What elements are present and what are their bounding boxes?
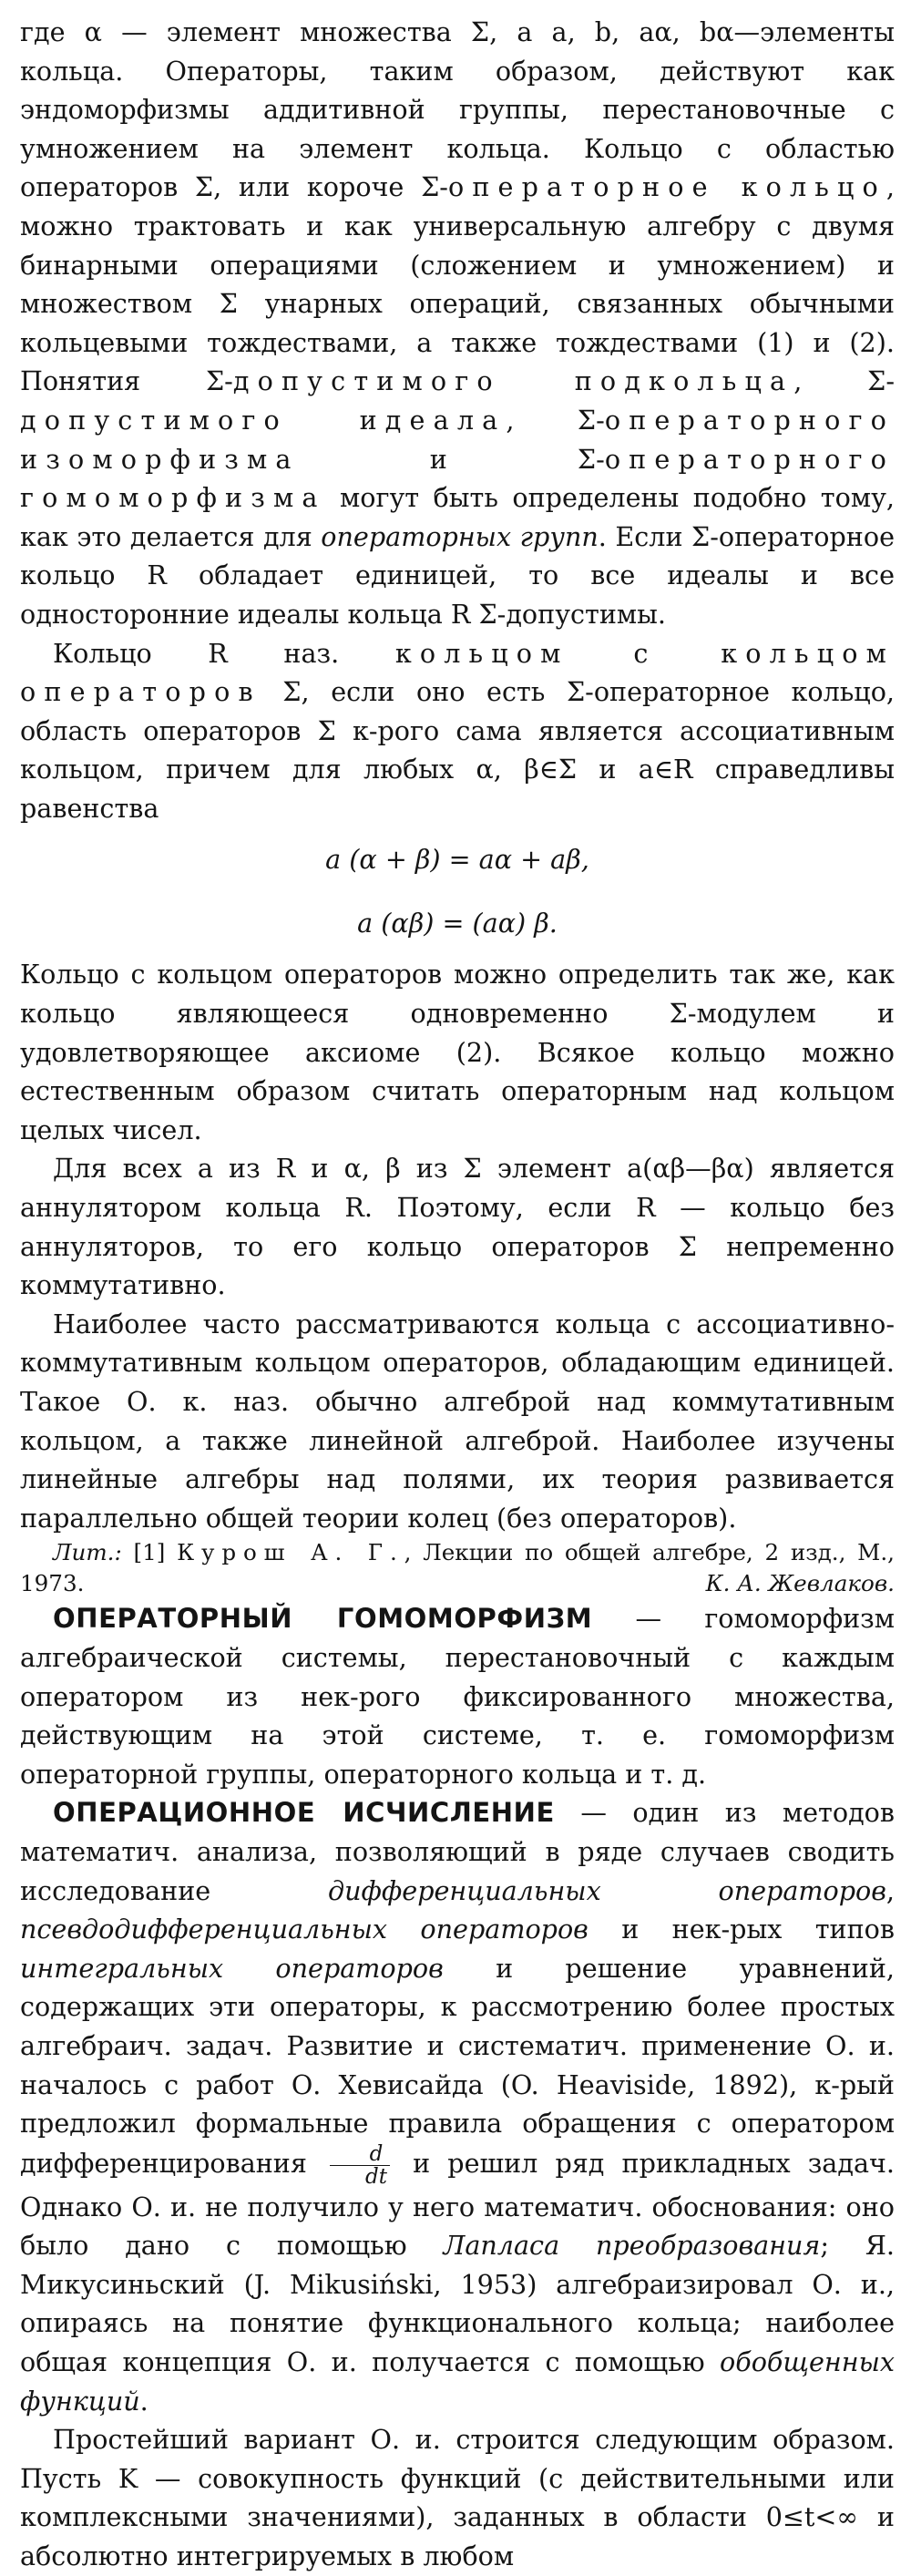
entry-operator-homomorphism: ОПЕРАТОРНЫЙ ГОМОМОРФИЗМ — гомоморфизм алгебраической системы, перестановочный с каждым оператором из нек-рого фиксированного множества, действующим на этой системе, т. е. гомоморфизм операторной группы, операторного кольца и т. д. [20,1603,896,1790]
cross-reference-link[interactable]: дифференциальных операторов [327,1874,886,1906]
paragraph-ring-with-operator-ring: Кольцо R наз. кольцом с кольцом операторов Σ, если оно есть Σ-операторное кольцо, область операторов Σ к-рого сама является ассоциативным кольцом, причем для любых α, β∈Σ и a∈R справедливы равенства [20,637,895,824]
cross-reference-link[interactable]: псевдодифференциальных операторов [20,1914,589,1945]
fraction-denominator: dt [365,2164,387,2189]
paragraph-linear-algebra: Наиболее часто рассматриваются кольца с ассоциативно-коммутативным кольцом операторов, обладающим единицей. Такое О. к. наз. обычно алгеброй над коммутативным кольцом, а также линейной алгеброй. Наиболее изучены линейные алгебры над полями, их теория развивается параллельно общей теории колец (без операторов). [20,1308,895,1534]
spaced-term: допустимого подкольца [232,365,794,397]
spaced-term: операторного гомоморфизма [20,443,895,514]
paragraph-module-definition: Кольцо с кольцом операторов можно определить так же, как кольцо являющееся одновременно Σ-модулем и удовлетворяющее аксиоме (2). Всякое кольцо можно естественным образом считать операторным над кольцом целых чисел. [20,959,895,1145]
cross-reference-link[interactable]: обобщенных функций [20,2346,895,2417]
lit-label: Лит.: [53,1539,122,1566]
spaced-term: кольцом с кольцом операторов [20,637,895,708]
equation-2: a (αβ) = (aα) β. [357,908,558,939]
article-author-signature: К. А. Жевлаков. [705,1570,895,1597]
fraction-numerator: d [330,2143,390,2166]
cross-reference-link[interactable]: Лапласа преобразования [443,2230,821,2262]
paragraph-simplest-variant: Простейший вариант О. и. строится следующим образом. Пусть K — совокупность функций (с действительными или комплексными значениями), заданных в области 0≤t<∞ и абсолютно интегрируемых в любом [20,2424,895,2572]
lit-author: Курош А. Г. [177,1539,404,1566]
spaced-term: операторного изоморфизма [20,404,896,475]
entry-headword: ОПЕРАЦИОННОЕ ИСЧИСЛЕНИЕ [53,1797,555,1829]
equation-1: a (α + β) = aα + aβ, [325,844,589,876]
spaced-term: операторное кольцо [447,171,886,203]
paragraph-operator-ring-definition: где α — элемент множества Σ, а a, b, aα, bα—элементы кольца. Операторы, таким образом, действуют как эндоморфизмы аддитивной группы, перестановочные с умножением на элемент кольца. Кольцо с областью операторов Σ, или короче Σ-операторное кольцо, можно трактовать и как универсальную алгебру с двумя бинарными операциями (сложением и умножением) и множеством Σ унарных операций, связанных обычными кольцевыми тождествами, а также тождествами (1) и (2). Понятия Σ-допустимого подкольца, Σ-допустимого идеала, Σ-операторного изоморфизма и Σ-операторного гомоморфизма могут быть определены подобно тому, как это делается для операторных групп. Если Σ-операторное кольцо R обладает единицей, то все идеалы и все односторонние идеалы кольца R Σ-допустимы. [20,16,896,630]
entry-operational-calculus: ОПЕРАЦИОННОЕ ИСЧИСЛЕНИЕ — один из методов математич. анализа, позволяющий в ряде случаев сводить исследование дифференциальных операторов, псевдодифференциальных операторов и нек-рых типов интегральных операторов и решение уравнений, содержащих эти операторы, к рассмотрению более простых алгебраич. задач. Развитие и систематич. применение О. и. началось с работ О. Хевисайда (O. Heaviside, 1892), к-рый предложил формальные правила обращения с оператором дифференцирования $\frac{d}{dt}$ и решил ряд прикладных задач. Однако О. и. не получило у него математич. обоснования: оно было дано с помощью Лапласа преобразования; Я. Микусиньский (J. Mikusiński, 1953) алгебраизировал О. и., опираясь на понятие функционального кольца; наиболее общая концепция О. и. получается с помощью обобщенных функций. [20,1797,896,2417]
spaced-term: допустимого идеала [20,404,507,436]
cross-reference-link[interactable]: интегральных операторов [20,1952,444,1984]
paragraph-annihilator: Для всех a из R и α, β из Σ элемент a(αβ—βα) является аннулятором кольца R. Поэтому, если R — кольцо без аннуляторов, то его кольцо операторов Σ непременно коммутативно. [20,1153,895,1301]
derivative-fraction [330,2143,390,2188]
literature-reference: Лит.: [1] Курош А. Г., Лекции по общей алгебре, 2 изд., М., 1973. К. А. Жевлаков. [20,1537,895,1599]
entry-headword: ОПЕРАТОРНЫЙ ГОМОМОРФИЗМ [53,1603,593,1635]
cross-reference-link[interactable]: операторных групп [321,520,599,552]
